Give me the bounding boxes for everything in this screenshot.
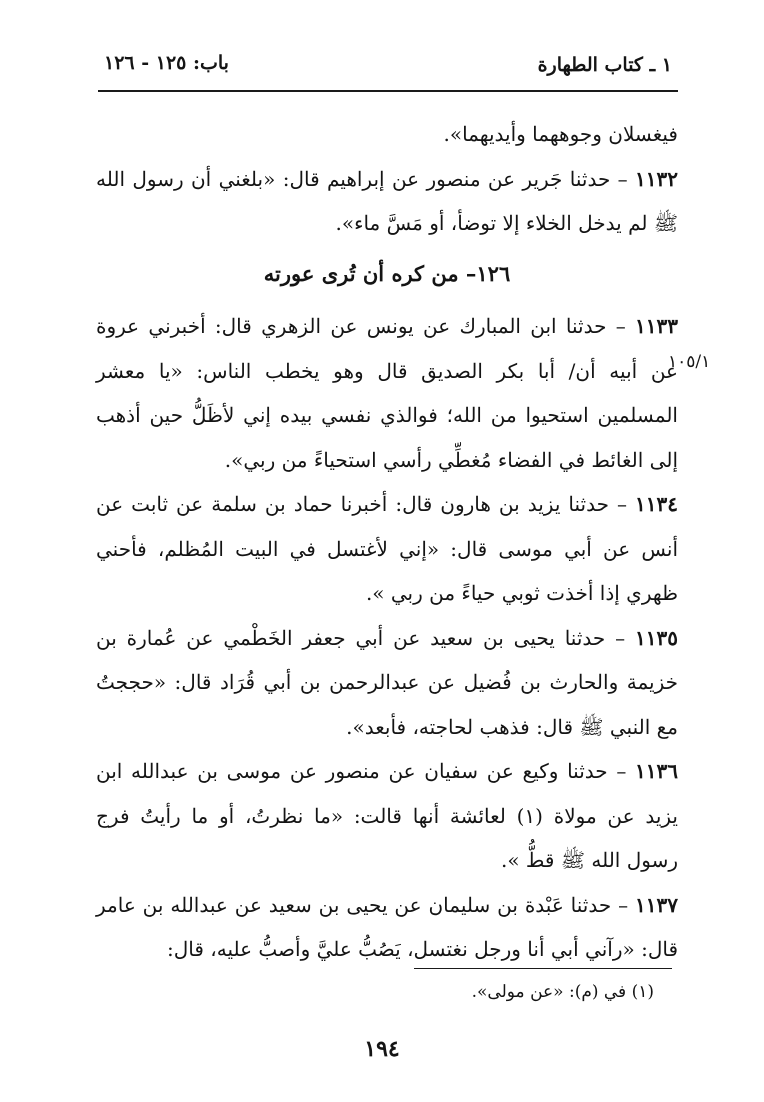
hadith-paragraph <box>96 616 678 750</box>
hadith-paragraph <box>96 304 678 482</box>
chapter-heading: ١٢٦– من كره أن تُرى عورته <box>263 260 511 286</box>
hadith-text: – حدثنا عَبْدة بن سليمان عن يحيى بن سعيد عن عبدالله بن عامر قال: «رآني أبي أنا ورجل نغتسل، يَصُبُّ عليَّ وأصبُّ عليه، قال: <box>96 892 678 961</box>
hadith-text: – حدثنا يحيى بن سعيد عن أبي جعفر الخَطْمي عن عُمارة بن خزيمة والحارث بن فُضيل عن عبدالرحمن بن أبي قُرَاد قال: «حججتُ مع النبي ﷺ قال: فذهب لحاجته، فأبعد». <box>96 625 678 739</box>
main-text <box>96 112 678 972</box>
footnote: (١) في (م): «عن مولى». <box>471 982 654 1002</box>
chapter-range: باب: ١٢٥ - ١٢٦ <box>104 52 229 74</box>
hadith-number: ١١٣٢ <box>635 166 678 191</box>
margin-reference: ١٠٥/١ <box>668 352 711 372</box>
paragraph-text: فيغسلان وجوههما وأيديهما». <box>443 122 678 146</box>
running-header <box>100 46 680 86</box>
hadith-text: – حدثنا وكيع عن سفيان عن منصور عن موسى بن عبدالله ابن يزيد عن مولاة (١) لعائشة أنها قالت: «ما نظرتُ، أو ما رأيتُ فرج رسول الله ﷺ قطُّ ». <box>96 759 678 872</box>
hadith-paragraph <box>96 883 678 972</box>
hadith-paragraph <box>96 482 678 616</box>
hadith-number: ١١٣٤ <box>635 492 678 516</box>
paragraph <box>96 112 678 157</box>
hadith-paragraph <box>96 749 678 883</box>
hadith-number: ١١٣٧ <box>635 892 678 917</box>
hadith-text: – حدثنا ابن المبارك عن يونس عن الزهري قال: أخبرني عروة عن أبيه أن/ أبا بكر الصديق قال وهو يخطب الناس: «يا معشر المسلمين استحيوا من الله؛ فوالذي نفسي بيده إني لأظَلُّ حين أذهب إلى الغائط في الفضاء مُغطِّي رأسي استحياءً من ربي». <box>96 314 678 472</box>
hadith-text: – حدثنا جَرير عن منصور عن إبراهيم قال: «بلغني أن رسول الله ﷺ لم يدخل الخلاء إلا توضأ، أو مَسَّ ماء». <box>96 166 678 235</box>
hadith-number: ١١٣٦ <box>635 759 678 783</box>
hadith-text: – حدثنا يزيد بن هارون قال: أخبرنا حماد بن سلمة عن ثابت عن أنس عن أبي موسى قال: «إني لأغتسل في البيت المُظلم، فأحني ظهري إذا أخذت ثوبي حياءً من ربي ». <box>96 492 678 605</box>
hadith-number: ١١٣٥ <box>635 625 678 650</box>
book-title: ١ ـ كتاب الطهارة <box>537 54 672 76</box>
page-number: ١٩٤ <box>364 1036 400 1062</box>
footnote-divider <box>414 968 672 969</box>
hadith-paragraph <box>96 157 678 246</box>
hadith-number: ١١٣٣ <box>635 314 678 338</box>
header-divider <box>98 90 678 92</box>
